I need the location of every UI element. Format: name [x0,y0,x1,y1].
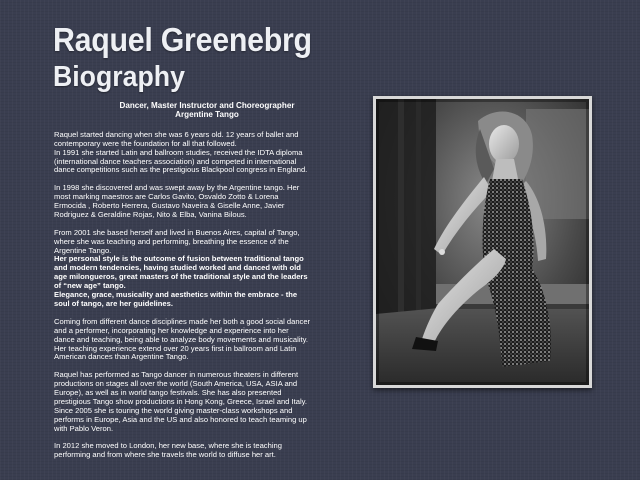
emphasis-line: soul of tango, are her guidelines. [54,299,173,308]
biography-paragraph [54,371,354,433]
role-line: Dancer, Master Instructor and Choreographer [119,101,295,110]
portrait-photo-frame [373,96,592,388]
text-line: Coming from different dance disciplines made her both a good social dancer [54,316,311,326]
text-line: with Pablo Veron. [54,423,114,433]
biography-paragraph [54,184,354,220]
biography-paragraph [54,131,354,176]
text-line: Rodriguez & Geraldine Rojas, Nito & Elba, Vanina Bilous. [54,209,247,219]
text-line: Raquel has performed as Tango dancer in numerous theaters in different [54,370,299,380]
text-line: From 2001 she based herself and lived in Buenos Aires, capital of Tango, [54,227,300,237]
text-line: American dances than Argentine Tango. [54,352,189,362]
text-line: Europe), as well as in world tango festivals. She has also presented [54,388,282,398]
text-line: (international dance teachers association) and competed in international [54,156,297,166]
text-line: In 1998 she discovered and was swept away by the Argentine tango. Her [54,183,300,193]
biography-text [54,101,354,469]
text-line: prestigious Tango show productions in Hong Kong, Greece, Israel and Italy. [54,396,307,406]
page-title: Raquel Greenebrg [53,21,312,58]
text-line: dance competitions such as the prestigious Blackpool congress in England. [54,165,308,175]
text-line: Raquel started dancing when she was 6 years old. 12 years of ballet and [54,129,299,139]
text-line: productions on stages all over the world (South America, USA, ASIA and [54,379,298,389]
text-line: Ermocida , Roberto Herrera, Gustavo Naveira & Giselle Anne, Javier [54,201,285,211]
text-line: and a performer, incorporating her knowledge and experience into her [54,325,289,335]
biography-paragraphs [54,131,354,460]
page-subtitle: Biography [53,61,185,93]
emphasis-line: and modern tendencies, having studied worked and danced with old [54,263,301,273]
emphasis-line: Elegance, grace, musicality and aesthetics within the embrace - the [54,290,298,300]
style-line: Argentine Tango [175,110,239,120]
text-line: Since 2005 she is touring the world giving master-class workshops and [54,405,293,415]
text-line: performing and from where she travels the world to diffuse her art. [54,450,276,460]
emphasis-line: Her personal style is the outcome of fusion between traditional tango [54,254,304,264]
text-line: In 2012 she moved to London, her new base, where she is teaching [54,441,282,451]
text-line: performs in Europe, Asia and the US and also honored to teach teaming up [54,414,307,424]
text-line: Her teaching experience extend over 20 years first in ballroom and Latin [54,343,297,353]
emphasis-line: of “new age” tango. [54,281,126,291]
text-line: Argentine Tango. [54,245,112,255]
biography-paragraph [54,442,354,460]
role-heading [54,101,354,120]
text-line: In 1991 she started Latin and ballroom studies, received the IDTA diploma [54,147,303,157]
text-line: where she was teaching and performing, breathing the essence of the [54,236,289,246]
biography-paragraph [54,318,354,363]
portrait-photo [376,99,589,385]
text-line: contemporary were the foundation for all that followed. [54,138,237,148]
text-line: dance and teaching, being able to analyze body movements and musicality. [54,334,308,344]
text-line: most marking maestros are Carlos Gavito, Osvaldo Zotto & Lorena [54,192,279,202]
emphasis-line: age milongueros, great masters of the traditional style and the leaders [54,272,308,282]
biography-paragraph [54,229,354,309]
